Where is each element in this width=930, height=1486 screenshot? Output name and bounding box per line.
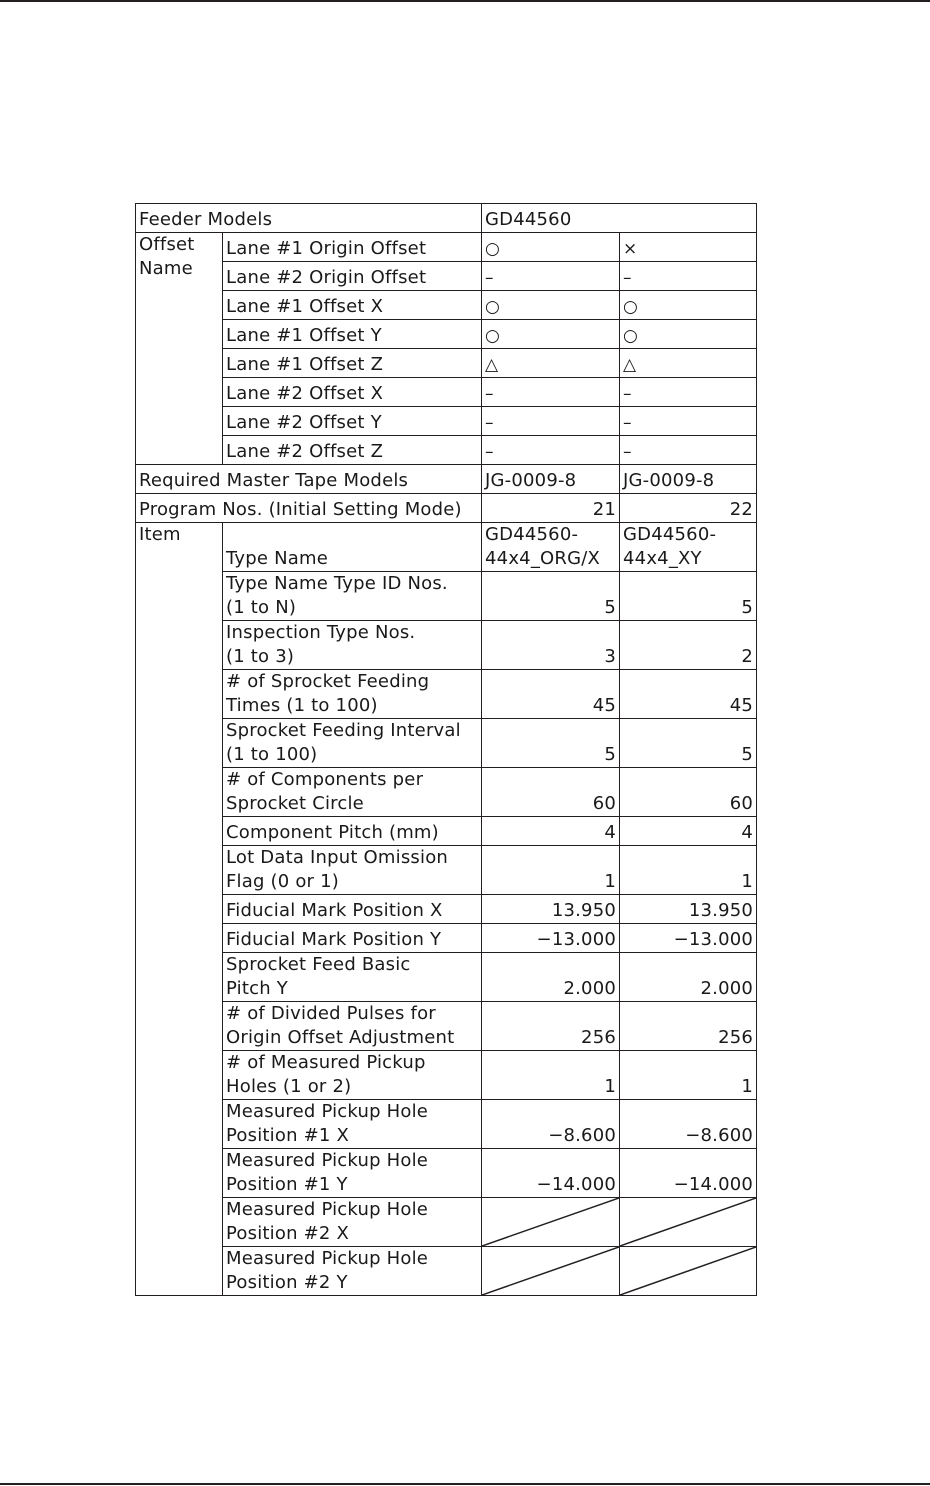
item-value-b: 256 — [620, 1002, 757, 1051]
offset-value-b: – — [620, 407, 757, 436]
feeder-settings-table — [135, 203, 757, 1296]
program-nos-row — [136, 494, 757, 523]
offset-item-label: Lane #1 Offset Y — [223, 320, 482, 349]
offset-value-a: – — [482, 407, 620, 436]
item-value-a: −13.000 — [482, 924, 620, 953]
item-value-a: 4 — [482, 817, 620, 846]
item-row-label: Measured Pickup Hole Position #1 Y — [223, 1149, 482, 1198]
offset-value-b: – — [620, 436, 757, 465]
offset-value-b: – — [620, 378, 757, 407]
master-tape-value-a: JG-0009-8 — [482, 465, 620, 494]
item-row-label: Measured Pickup Hole Position #1 X — [223, 1100, 482, 1149]
item-row-label: Sprocket Feeding Interval (1 to 100) — [223, 719, 482, 768]
item-value-a: 5 — [482, 719, 620, 768]
item-row — [136, 895, 757, 924]
offset-value-a: ○ — [482, 233, 620, 262]
item-row-label: Lot Data Input Omission Flag (0 or 1) — [223, 846, 482, 895]
item-label: Item — [136, 523, 223, 1296]
offset-row — [136, 407, 757, 436]
item-value-a: −8.600 — [482, 1100, 620, 1149]
item-value-a: 13.950 — [482, 895, 620, 924]
item-value-b: 60 — [620, 768, 757, 817]
offset-item-label: Lane #2 Offset X — [223, 378, 482, 407]
offset-value-a: ○ — [482, 291, 620, 320]
item-row-label: Fiducial Mark Position Y — [223, 924, 482, 953]
item-value-a: 60 — [482, 768, 620, 817]
item-value-b: −13.000 — [620, 924, 757, 953]
item-row-label: Component Pitch (mm) — [223, 817, 482, 846]
offset-value-b: ○ — [620, 320, 757, 349]
item-value-b: 5 — [620, 719, 757, 768]
item-value-b: −8.600 — [620, 1100, 757, 1149]
item-value-a: 256 — [482, 1002, 620, 1051]
item-row — [136, 1149, 757, 1198]
item-value-b: 2.000 — [620, 953, 757, 1002]
item-row — [136, 817, 757, 846]
feeder-models-row — [136, 204, 757, 233]
offset-item-label: Lane #2 Origin Offset — [223, 262, 482, 291]
item-value-a: 5 — [482, 572, 620, 621]
offset-value-b: △ — [620, 349, 757, 378]
item-row — [136, 1100, 757, 1149]
item-row-label: Measured Pickup Hole Position #2 X — [223, 1198, 482, 1247]
program-nos-value-a: 21 — [482, 494, 620, 523]
item-value-b: 1 — [620, 1051, 757, 1100]
not-applicable-slash — [482, 1198, 620, 1247]
type-name-label: Type Name — [223, 523, 482, 572]
offset-row — [136, 436, 757, 465]
item-row-label: Measured Pickup Hole Position #2 Y — [223, 1247, 482, 1296]
type-name-row — [136, 523, 757, 572]
offset-item-label: Lane #1 Origin Offset — [223, 233, 482, 262]
top-rule — [0, 0, 930, 2]
item-row — [136, 1247, 757, 1296]
offset-row — [136, 262, 757, 291]
item-row — [136, 924, 757, 953]
feeder-models-label: Feeder Models — [136, 204, 482, 233]
offset-item-label: Lane #1 Offset X — [223, 291, 482, 320]
item-row — [136, 670, 757, 719]
offset-value-a: – — [482, 378, 620, 407]
offset-row — [136, 233, 757, 262]
offset-row — [136, 291, 757, 320]
offset-row — [136, 320, 757, 349]
offset-value-b: × — [620, 233, 757, 262]
item-row — [136, 768, 757, 817]
item-row-label: Type Name Type ID Nos. (1 to N) — [223, 572, 482, 621]
item-row-label: Inspection Type Nos. (1 to 3) — [223, 621, 482, 670]
item-row — [136, 1051, 757, 1100]
item-value-b: 45 — [620, 670, 757, 719]
item-row-label: # of Sprocket Feeding Times (1 to 100) — [223, 670, 482, 719]
offset-row — [136, 349, 757, 378]
offset-value-b: ○ — [620, 291, 757, 320]
item-value-a: 1 — [482, 846, 620, 895]
offset-value-a: – — [482, 262, 620, 291]
item-row — [136, 1198, 757, 1247]
feeder-models-value: GD44560 — [482, 204, 757, 233]
offset-value-a: – — [482, 436, 620, 465]
offset-item-label: Lane #2 Offset Y — [223, 407, 482, 436]
item-value-b: −14.000 — [620, 1149, 757, 1198]
item-row-label: # of Measured Pickup Holes (1 or 2) — [223, 1051, 482, 1100]
item-row — [136, 621, 757, 670]
item-row-label: Sprocket Feed Basic Pitch Y — [223, 953, 482, 1002]
offset-item-label: Lane #2 Offset Z — [223, 436, 482, 465]
master-tape-value-b: JG-0009-8 — [620, 465, 757, 494]
item-value-b: 1 — [620, 846, 757, 895]
item-row-label: # of Components per Sprocket Circle — [223, 768, 482, 817]
item-value-a: 3 — [482, 621, 620, 670]
offset-row — [136, 378, 757, 407]
item-row-label: Fiducial Mark Position X — [223, 895, 482, 924]
type-name-value-a: GD44560- 44x4_ORG/X — [482, 523, 620, 572]
item-row — [136, 953, 757, 1002]
item-value-a: 1 — [482, 1051, 620, 1100]
item-value-b: 2 — [620, 621, 757, 670]
not-applicable-slash — [482, 1247, 620, 1296]
offset-name-label: Offset Name — [136, 233, 223, 465]
item-row — [136, 1002, 757, 1051]
item-value-a: 2.000 — [482, 953, 620, 1002]
item-value-a: −14.000 — [482, 1149, 620, 1198]
item-value-b: 5 — [620, 572, 757, 621]
type-name-value-b: GD44560- 44x4_XY — [620, 523, 757, 572]
item-row-label: # of Divided Pulses for Origin Offset Adjustment — [223, 1002, 482, 1051]
item-value-a: 45 — [482, 670, 620, 719]
master-tape-row — [136, 465, 757, 494]
offset-value-a: △ — [482, 349, 620, 378]
not-applicable-slash — [620, 1198, 757, 1247]
offset-value-a: ○ — [482, 320, 620, 349]
bottom-rule — [0, 1483, 930, 1485]
program-nos-value-b: 22 — [620, 494, 757, 523]
item-row — [136, 719, 757, 768]
item-value-b: 4 — [620, 817, 757, 846]
item-row — [136, 572, 757, 621]
program-nos-label: Program Nos. (Initial Setting Mode) — [136, 494, 482, 523]
item-row — [136, 846, 757, 895]
item-value-b: 13.950 — [620, 895, 757, 924]
offset-item-label: Lane #1 Offset Z — [223, 349, 482, 378]
master-tape-label: Required Master Tape Models — [136, 465, 482, 494]
not-applicable-slash — [620, 1247, 757, 1296]
offset-value-b: – — [620, 262, 757, 291]
